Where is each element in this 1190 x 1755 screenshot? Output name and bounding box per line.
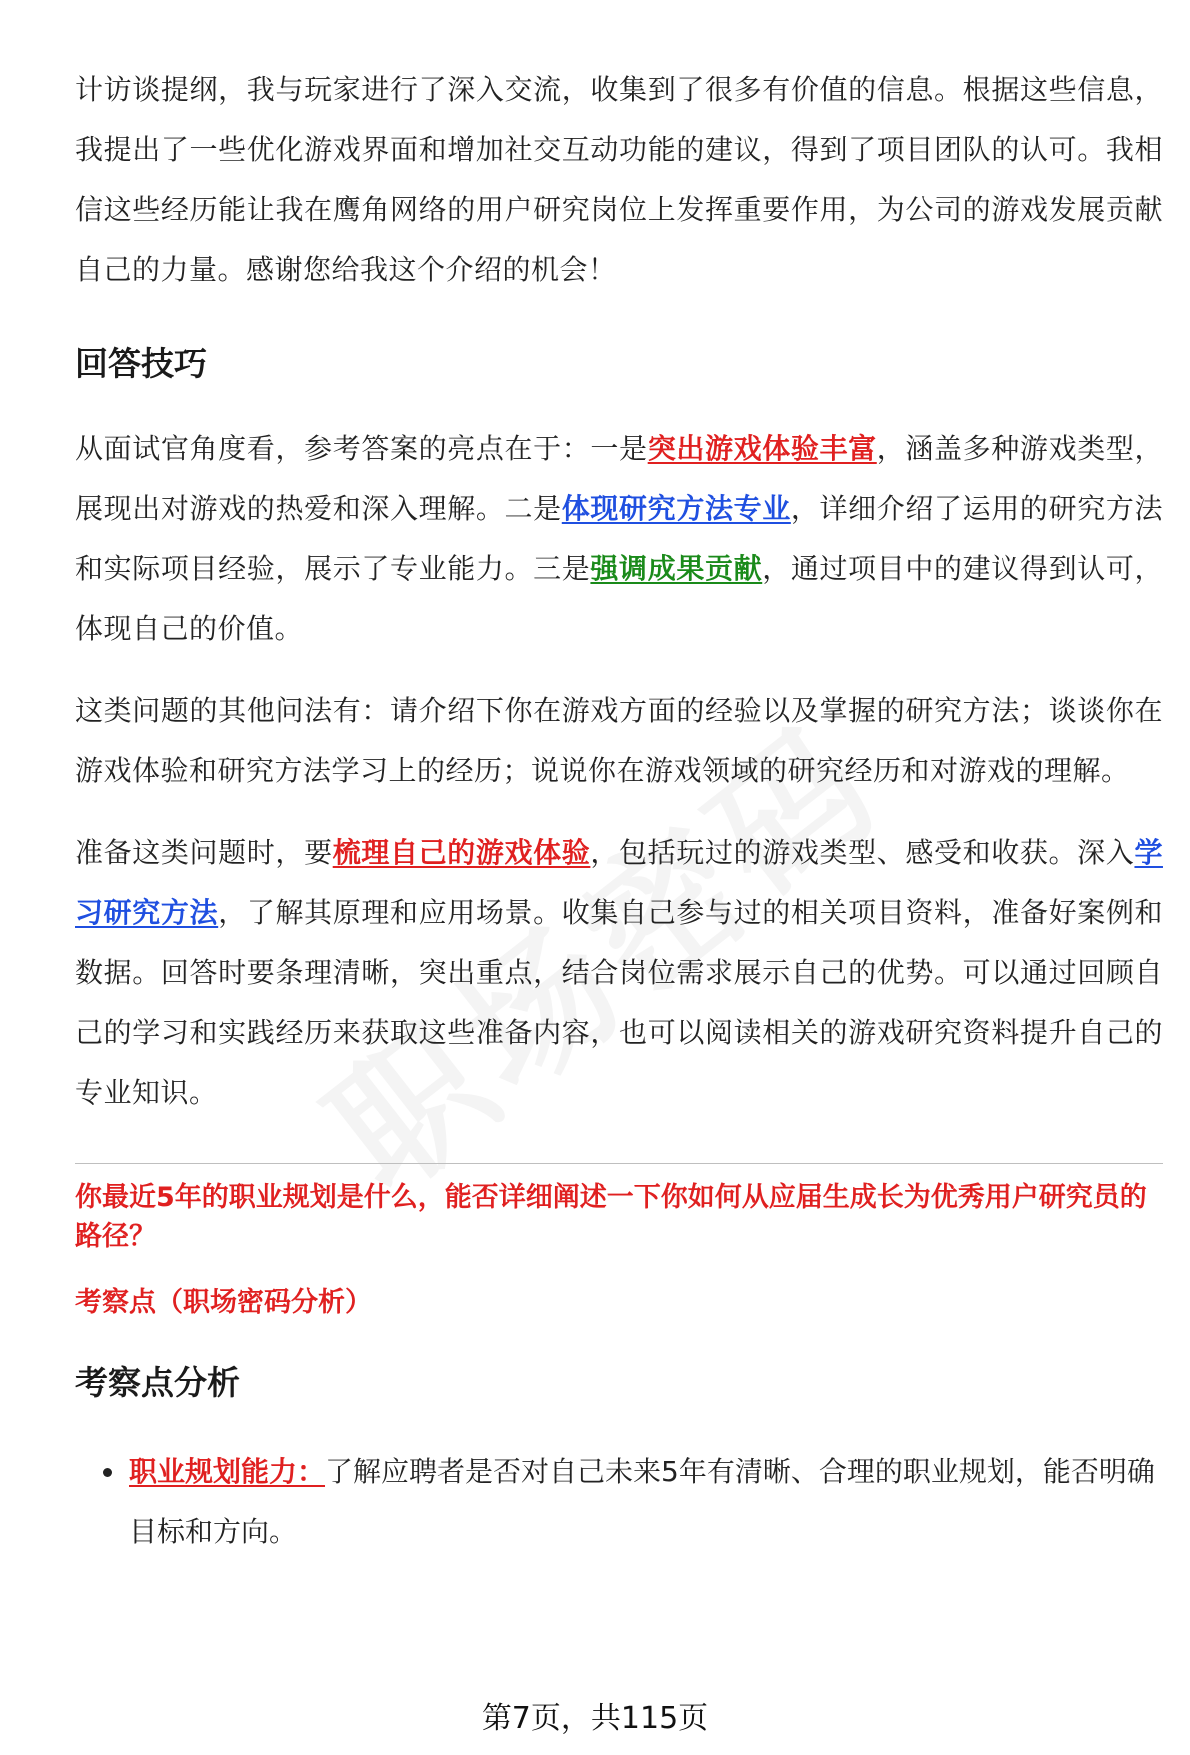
highlight-game-experience: 突出游戏体验丰富 (647, 432, 877, 465)
highlight-sort-experience: 梳理自己的游戏体验 (332, 836, 591, 869)
analysis-list (75, 1442, 1163, 1562)
text: 准备这类问题时，要 (75, 836, 333, 869)
highlight-research-method: 体现研究方法专业 (561, 492, 791, 525)
text: ，涵盖多种游戏类型，展现出对游戏的热爱和深入理解。二是 (75, 432, 1163, 525)
interview-question: 你最近5年的职业规划是什么，能否详细阐述一下你如何从应届生成长为优秀用户研究员的路径？ (75, 1182, 1147, 1252)
page-number: 第7页，共115页 (481, 1701, 709, 1736)
text: 从面试官角度看，参考答案的亮点在于：一是 (75, 432, 648, 465)
intro-paragraph: 计访谈提纲，我与玩家进行了深入交流，收集到了很多有价值的信息。根据这些信息，我提出了一些优化游戏界面和增加社交互动功能的建议，得到了项目团队的认可。我相信这些经历能让我在鹰角网络的用户研究岗位上发挥重要作用，为公司的游戏发展贡献自己的力量。感谢您给我这个介绍的机会！ (75, 73, 1163, 286)
text: ，通过项目中的建议得到认可，体现自己的价值。 (75, 552, 1163, 645)
list-item (75, 1442, 1163, 1562)
tips-paragraph-1 (75, 419, 1163, 659)
document-page (75, 66, 1163, 1562)
bullet-text: 了解应聘者是否对自己未来5年有清晰、合理的职业规划，能否明确目标和方向。 (129, 1455, 1155, 1548)
tips-paragraph-3 (75, 823, 1163, 1123)
text: ，详细介绍了运用的研究方法和实际项目经验，展示了专业能力。三是 (75, 492, 1163, 585)
bullet-icon (103, 1468, 112, 1477)
bullet-label: 职业规划能力： (129, 1455, 326, 1488)
tips-paragraph-2: 这类问题的其他问法有：请介绍下你在游戏方面的经验以及掌握的研究方法；谈谈你在游戏体验和研究方法学习上的经历；说说你在游戏领域的研究经历和对游戏的理解。 (75, 694, 1163, 787)
highlight-learn-method: 学习研究方法 (75, 836, 1163, 929)
section-divider (75, 1163, 1163, 1164)
text: ，包括玩过的游戏类型、感受和收获。深入 (590, 836, 1135, 869)
analysis-heading: 考察点分析 (75, 1363, 240, 1402)
highlight-contribution: 强调成果贡献 (590, 552, 763, 585)
exam-point-label: 考察点（职场密码分析） (75, 1287, 372, 1318)
tips-heading: 回答技巧 (75, 344, 207, 383)
text: ，了解其原理和应用场景。收集自己参与过的相关项目资料，准备好案例和数据。回答时要条理清晰，突出重点，结合岗位需求展示自己的优势。可以通过回顾自己的学习和实践经历来获取这些准备内容，也可以阅读相关的游戏研究资料提升自己的专业知识。 (75, 896, 1163, 1109)
